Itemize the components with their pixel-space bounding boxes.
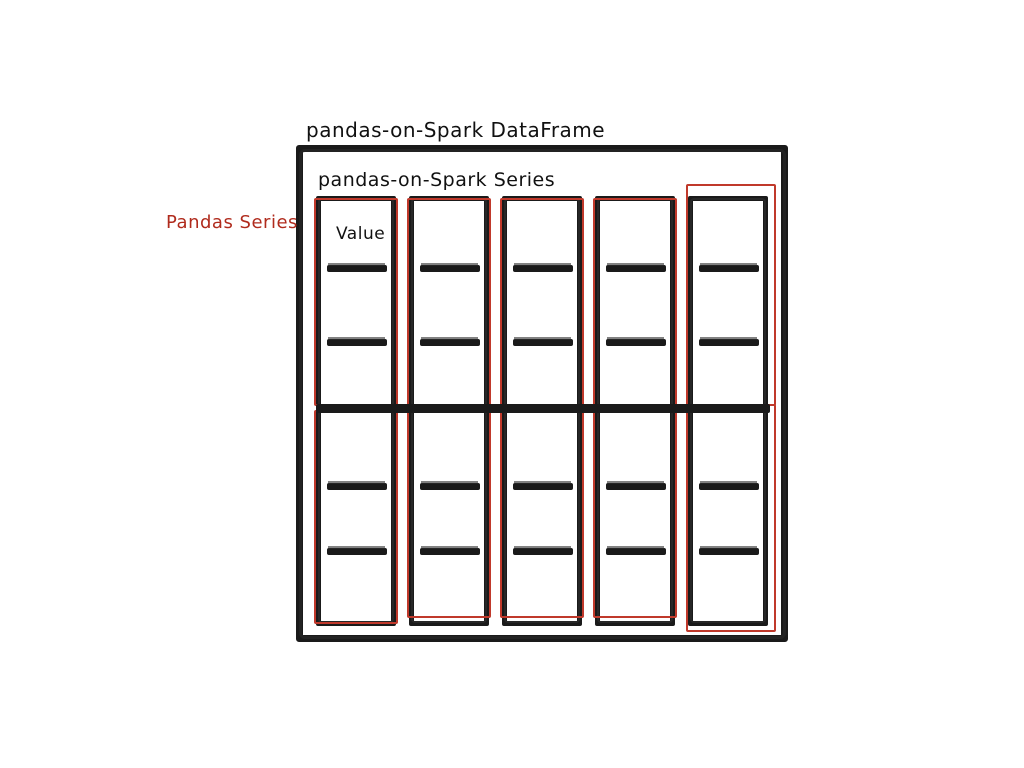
row-divider [699,548,759,555]
row-divider [513,265,573,272]
row-divider [699,265,759,272]
pandas-series-partition-2-2 [407,410,491,618]
row-divider [327,265,387,272]
spark-series-title: pandas-on-Spark Series [318,169,556,191]
pandas-series-partition-2-3 [500,410,584,618]
row-divider [327,483,387,490]
row-group-divider [316,404,770,413]
value-label: Value [336,224,386,244]
pandas-series-partition-1-3 [500,198,584,406]
row-divider [513,483,573,490]
pandas-series-partition-2-5 [686,404,776,632]
row-divider [513,339,573,346]
pandas-series-partition-1-2 [407,198,491,406]
pandas-series-title: Pandas Series [166,212,298,233]
row-divider [606,548,666,555]
pandas-series-partition-2-4 [593,410,677,618]
row-divider [327,339,387,346]
pandas-series-partition-1-5 [686,184,776,406]
row-divider [699,483,759,490]
row-divider [606,339,666,346]
row-divider [327,548,387,555]
row-divider [420,548,480,555]
dataframe-title: pandas-on-Spark DataFrame [306,118,606,142]
pandas-series-partition-1-4 [593,198,677,406]
row-divider [606,265,666,272]
row-divider [420,339,480,346]
row-divider [513,548,573,555]
row-divider [420,483,480,490]
row-divider [606,483,666,490]
row-divider [699,339,759,346]
pandas-series-partition-2-1 [314,410,398,624]
row-divider [420,265,480,272]
